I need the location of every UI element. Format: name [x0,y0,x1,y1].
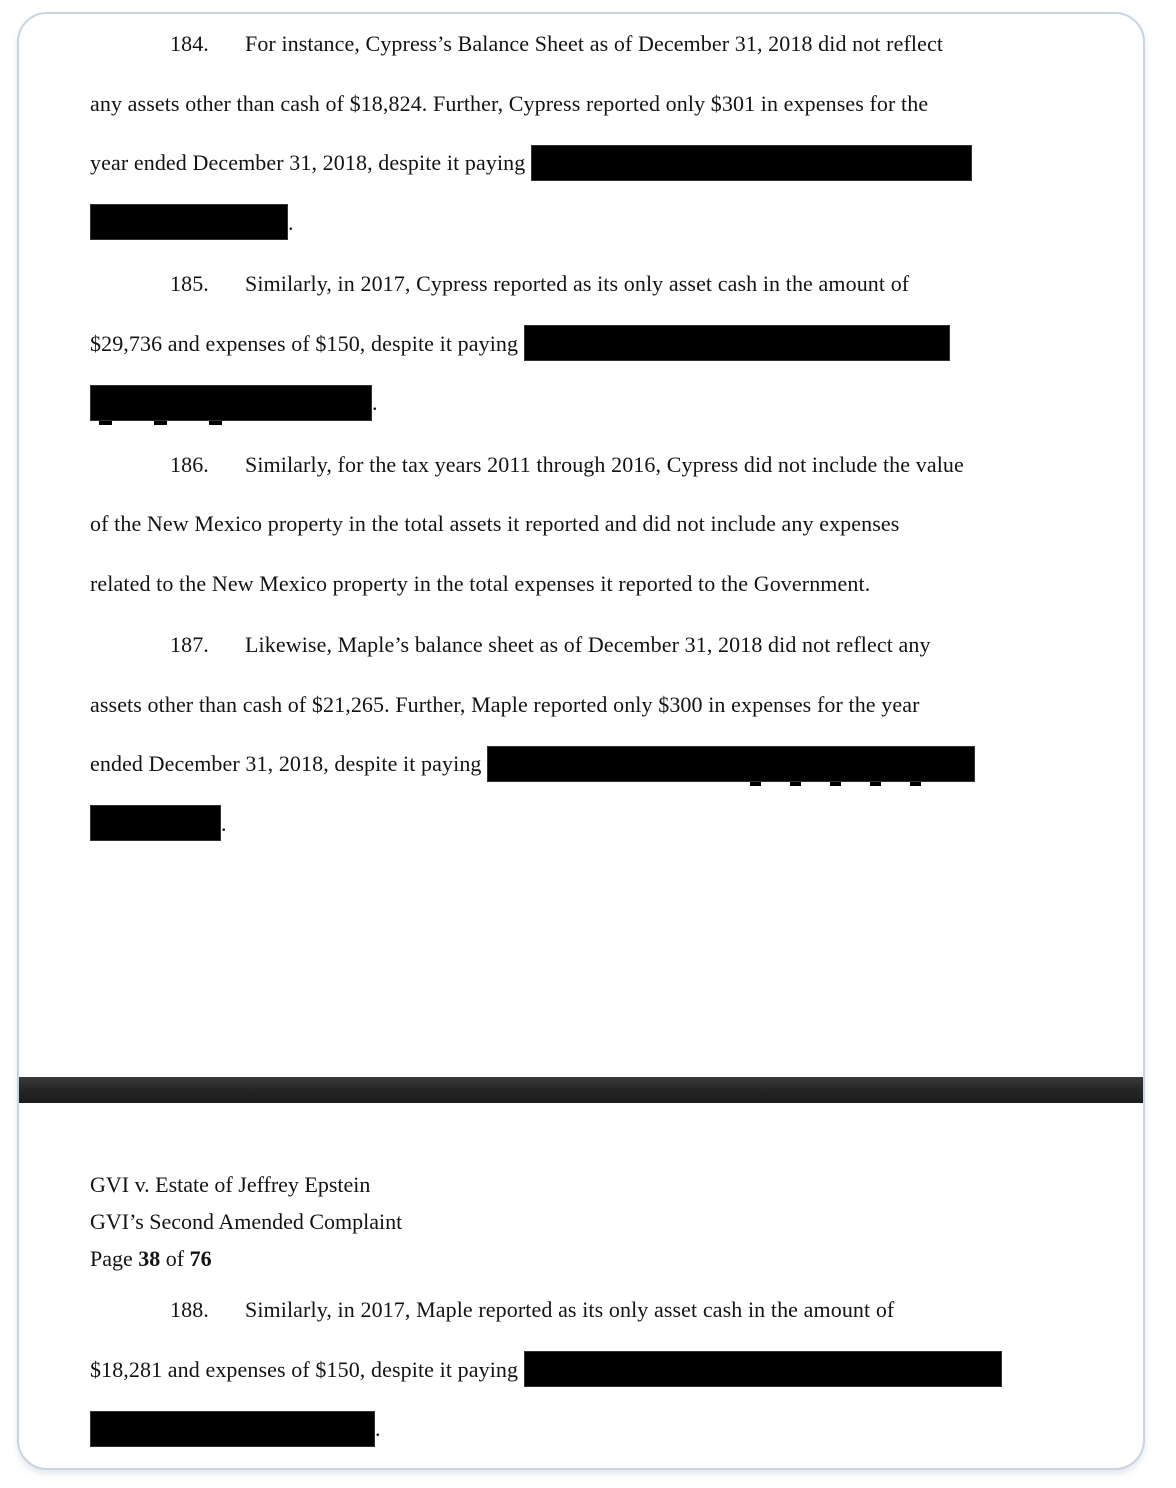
text-run: . [288,209,294,235]
text-line [90,74,1100,134]
text-run: ended December 31, 2018, despite it paying [90,751,488,776]
text-run: assets other than cash of $21,265. Further, Maple reported only $300 in expenses for the year [90,691,920,717]
page-footer [90,1166,402,1277]
redaction-bar [90,1411,375,1447]
paragraph-187 [90,615,1100,853]
paragraph-number: 184. [170,31,209,56]
text-run: Likewise, Maple’s balance sheet as of December 31, 2018 did not reflect any [245,632,931,657]
redaction-bar [90,805,221,841]
paragraph-186 [90,435,1100,614]
text-line [90,1280,1100,1340]
redaction-bar [90,204,288,240]
text-run: . [221,810,227,836]
paragraph-number: 186. [170,451,209,477]
text-run: any assets other than cash of $18,824. Further, Cypress reported only $301 in expenses for the [90,90,929,116]
text-line [90,1340,1100,1400]
text-line [90,734,1100,794]
footer-doc-title: GVI’s Second Amended Complaint [90,1209,403,1234]
text-line [90,1399,1100,1459]
text-run: Similarly, for the tax years 2011 through 2016, Cypress did not include the value [245,451,964,477]
text-run: $18,281 and expenses of $150, despite it paying [90,1356,524,1382]
redaction-bar [524,325,950,361]
footer-of-word: of [160,1246,190,1271]
text-run: Similarly, in 2017, Maple reported as its only asset cash in the amount of [245,1297,895,1322]
document-body-bottom [90,1280,1100,1459]
text-run: . [372,390,378,415]
text-run: $29,736 and expenses of $150, despite it paying [90,330,524,356]
redaction-bar [524,1351,1002,1387]
paragraph-number: 185. [170,271,209,296]
footer-page-total: 76 [189,1246,212,1271]
footer-page-number: 38 [138,1246,161,1271]
text-run: . [375,1416,381,1441]
text-run: year ended December 31, 2018, despite it paying [90,150,531,175]
page-card [17,12,1145,1470]
paragraph-188 [90,1280,1100,1459]
text-run: related to the New Mexico property in the total expenses it reported to the Government. [90,570,871,596]
text-line [90,554,1100,614]
text-run: of the New Mexico property in the total assets it reported and did not include any expenses [90,511,900,536]
page-break-divider [19,1077,1143,1103]
text-line [90,254,1100,314]
paragraph-number: 187. [170,632,209,657]
text-line [90,494,1100,554]
text-run: Similarly, in 2017, Cypress reported as its only asset cash in the amount of [245,271,910,296]
text-line [90,435,1100,495]
text-line [90,193,1100,253]
footer-page-word: Page [90,1246,139,1271]
paragraph-184 [90,14,1100,252]
text-run: For instance, Cypress’s Balance Sheet as of December 31, 2018 did not reflect [245,31,944,56]
text-line [90,133,1100,193]
text-line [90,373,1100,433]
text-line [90,794,1100,854]
text-line [90,314,1100,374]
redaction-bar [531,145,972,181]
paragraph-185 [90,254,1100,433]
text-line [90,615,1100,675]
paragraph-number: 188. [170,1297,209,1322]
footer-page-line [90,1240,402,1277]
document-body-top [90,14,1100,853]
redaction-bar [487,746,975,782]
text-line [90,675,1100,735]
footer-case-title: GVI v. Estate of Jeffrey Epstein [90,1172,371,1197]
redaction-bar [90,385,372,421]
text-line [90,14,1100,74]
